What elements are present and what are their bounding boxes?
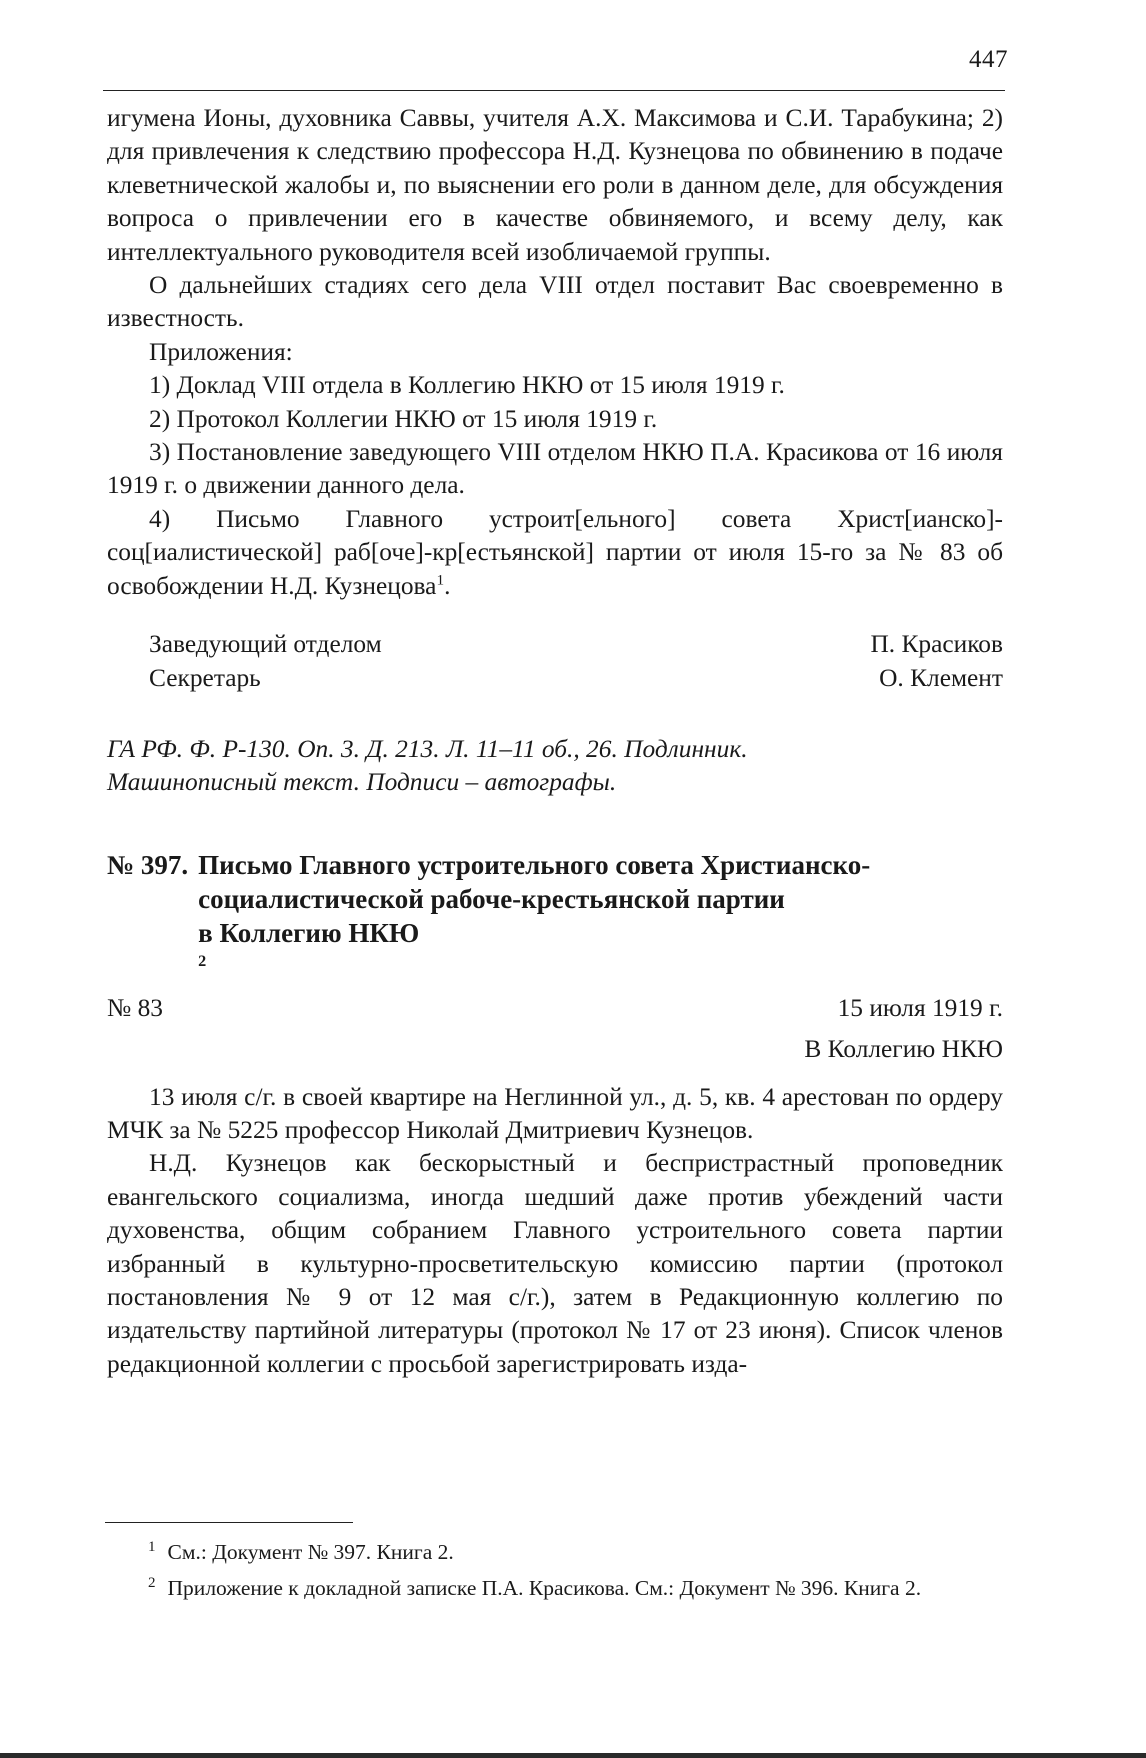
footnote-rule [105,1522,353,1523]
title-line-text: в Коллегию НКЮ [198,917,420,948]
addressee: В Коллегию НКЮ [804,1035,1003,1064]
signature-role: Секретарь [149,663,261,692]
paragraph-text: 4) Письмо Главного устроит[ельного] совета Христ[ианско]-соц[иалистической] раб[оче]-кр[естьянской] партии от июля 15-го за № 83 об освобождении Н.Д. Кузнецова [107,504,1003,600]
title-line: социалистической рабоче-крестьянской партии [198,883,785,914]
paragraph: 4) Письмо Главного устроит[ельного] совета Христ[ианско]-соц[иалистической] раб[оче]-кр[естьянской] партии от июля 15-го за № 83 об освобождении Н.Д. Кузнецова$^1$. [107,504,1003,600]
paragraph: 2) Протокол Коллегии НКЮ от 15 июля 1919 г. [149,404,658,433]
footnote-number: 2 [148,1574,156,1591]
paragraph: 13 июля с/г. в своей квартире на Неглинной ул., д. 5, кв. 4 арестован по ордеру МЧК за № 5225 профессор Николай Дмитриевич Кузнецов. [107,1082,1003,1144]
paragraph: Приложения: [149,337,293,366]
document-body [107,1081,1003,1382]
signature-row [107,628,1003,661]
footnote-text: Приложение к докладной записке П.А. Красикова. См.: Документ № 396. Книга 2. [167,1576,922,1600]
paragraph: 1) Доклад VIII отдела в Коллегию НКЮ от 15 июля 1919 г. [149,371,785,400]
source-line: Машинописный текст. Подписи – автографы. [107,768,617,797]
document-date: 15 июля 1919 г. [837,993,1003,1022]
footnote [148,1534,1008,1570]
header-rule [103,90,1005,91]
archival-source [107,733,1003,800]
source-line: ГА РФ. Ф. Р-130. Оп. 3. Д. 213. Л. 11–11 об., 26. Подлинник. [107,734,748,763]
footnote-ref: 2 [198,951,207,970]
paragraph: игумена Ионы, духовника Саввы, учителя А.Х. Максимова и С.И. Тарабукина; 2) для привлечения к следствию профессора Н.Д. Кузнецова по обвинению в подаче клеветнической жалобы и, по выяснении его роли в данном деле, для обсуждения вопроса о привлечении его в качестве обвиняемого, и всему делу, как интеллектуального руководителя всей изобличаемой группы. [107,104,1003,266]
paragraph: Н.Д. Кузнецов как бескорыстный и беспристрастный проповедник евангельского социализма, иногда шедший даже против убеждений части духовенства, общим собранием Главного устроительного совета партии избранный в культурно-просветительскую комиссию партии (протокол постановления № 9 от 12 мая с/г.), затем в Редакционную коллегию по издательству партийной литературы (протокол № 17 от 23 июня). Список членов редакционной коллегии с просьбой зарегистрировать изда- [107,1149,1003,1378]
footnote-ref: 1 [436,571,445,589]
document-heading [107,848,1003,984]
signature-name: П. Красиков [870,630,1003,659]
page-number: 447 [969,46,1008,73]
signature-role: Заведующий отделом [149,630,382,659]
paragraph: 3) Постановление заведующего VIII отделом НКЮ П.А. Красикова от 16 июля 1919 г. о движении данного дела. [107,438,1003,500]
document-number: № 397. [107,849,189,880]
document-meta [107,992,1003,1025]
page-content [107,102,1003,1381]
footnote-number: 1 [148,1538,156,1555]
signature-row [107,662,1003,695]
footnote-text: См.: Документ № 397. Книга 2. [167,1540,454,1564]
title-line [198,916,1003,984]
document-title [198,848,1003,984]
footnote [148,1570,1008,1606]
outgoing-number: № 83 [107,993,163,1022]
signature-block [107,628,1003,695]
page-bottom-edge [0,1753,1146,1758]
title-line: Письмо Главного устроительного совета Христианско- [198,849,871,880]
paragraph: О дальнейших стадиях сего дела VIII отдел поставит Вас своевременно в известность. [107,271,1003,333]
footnotes [148,1534,1008,1606]
signature-name: О. Клемент [879,663,1003,692]
